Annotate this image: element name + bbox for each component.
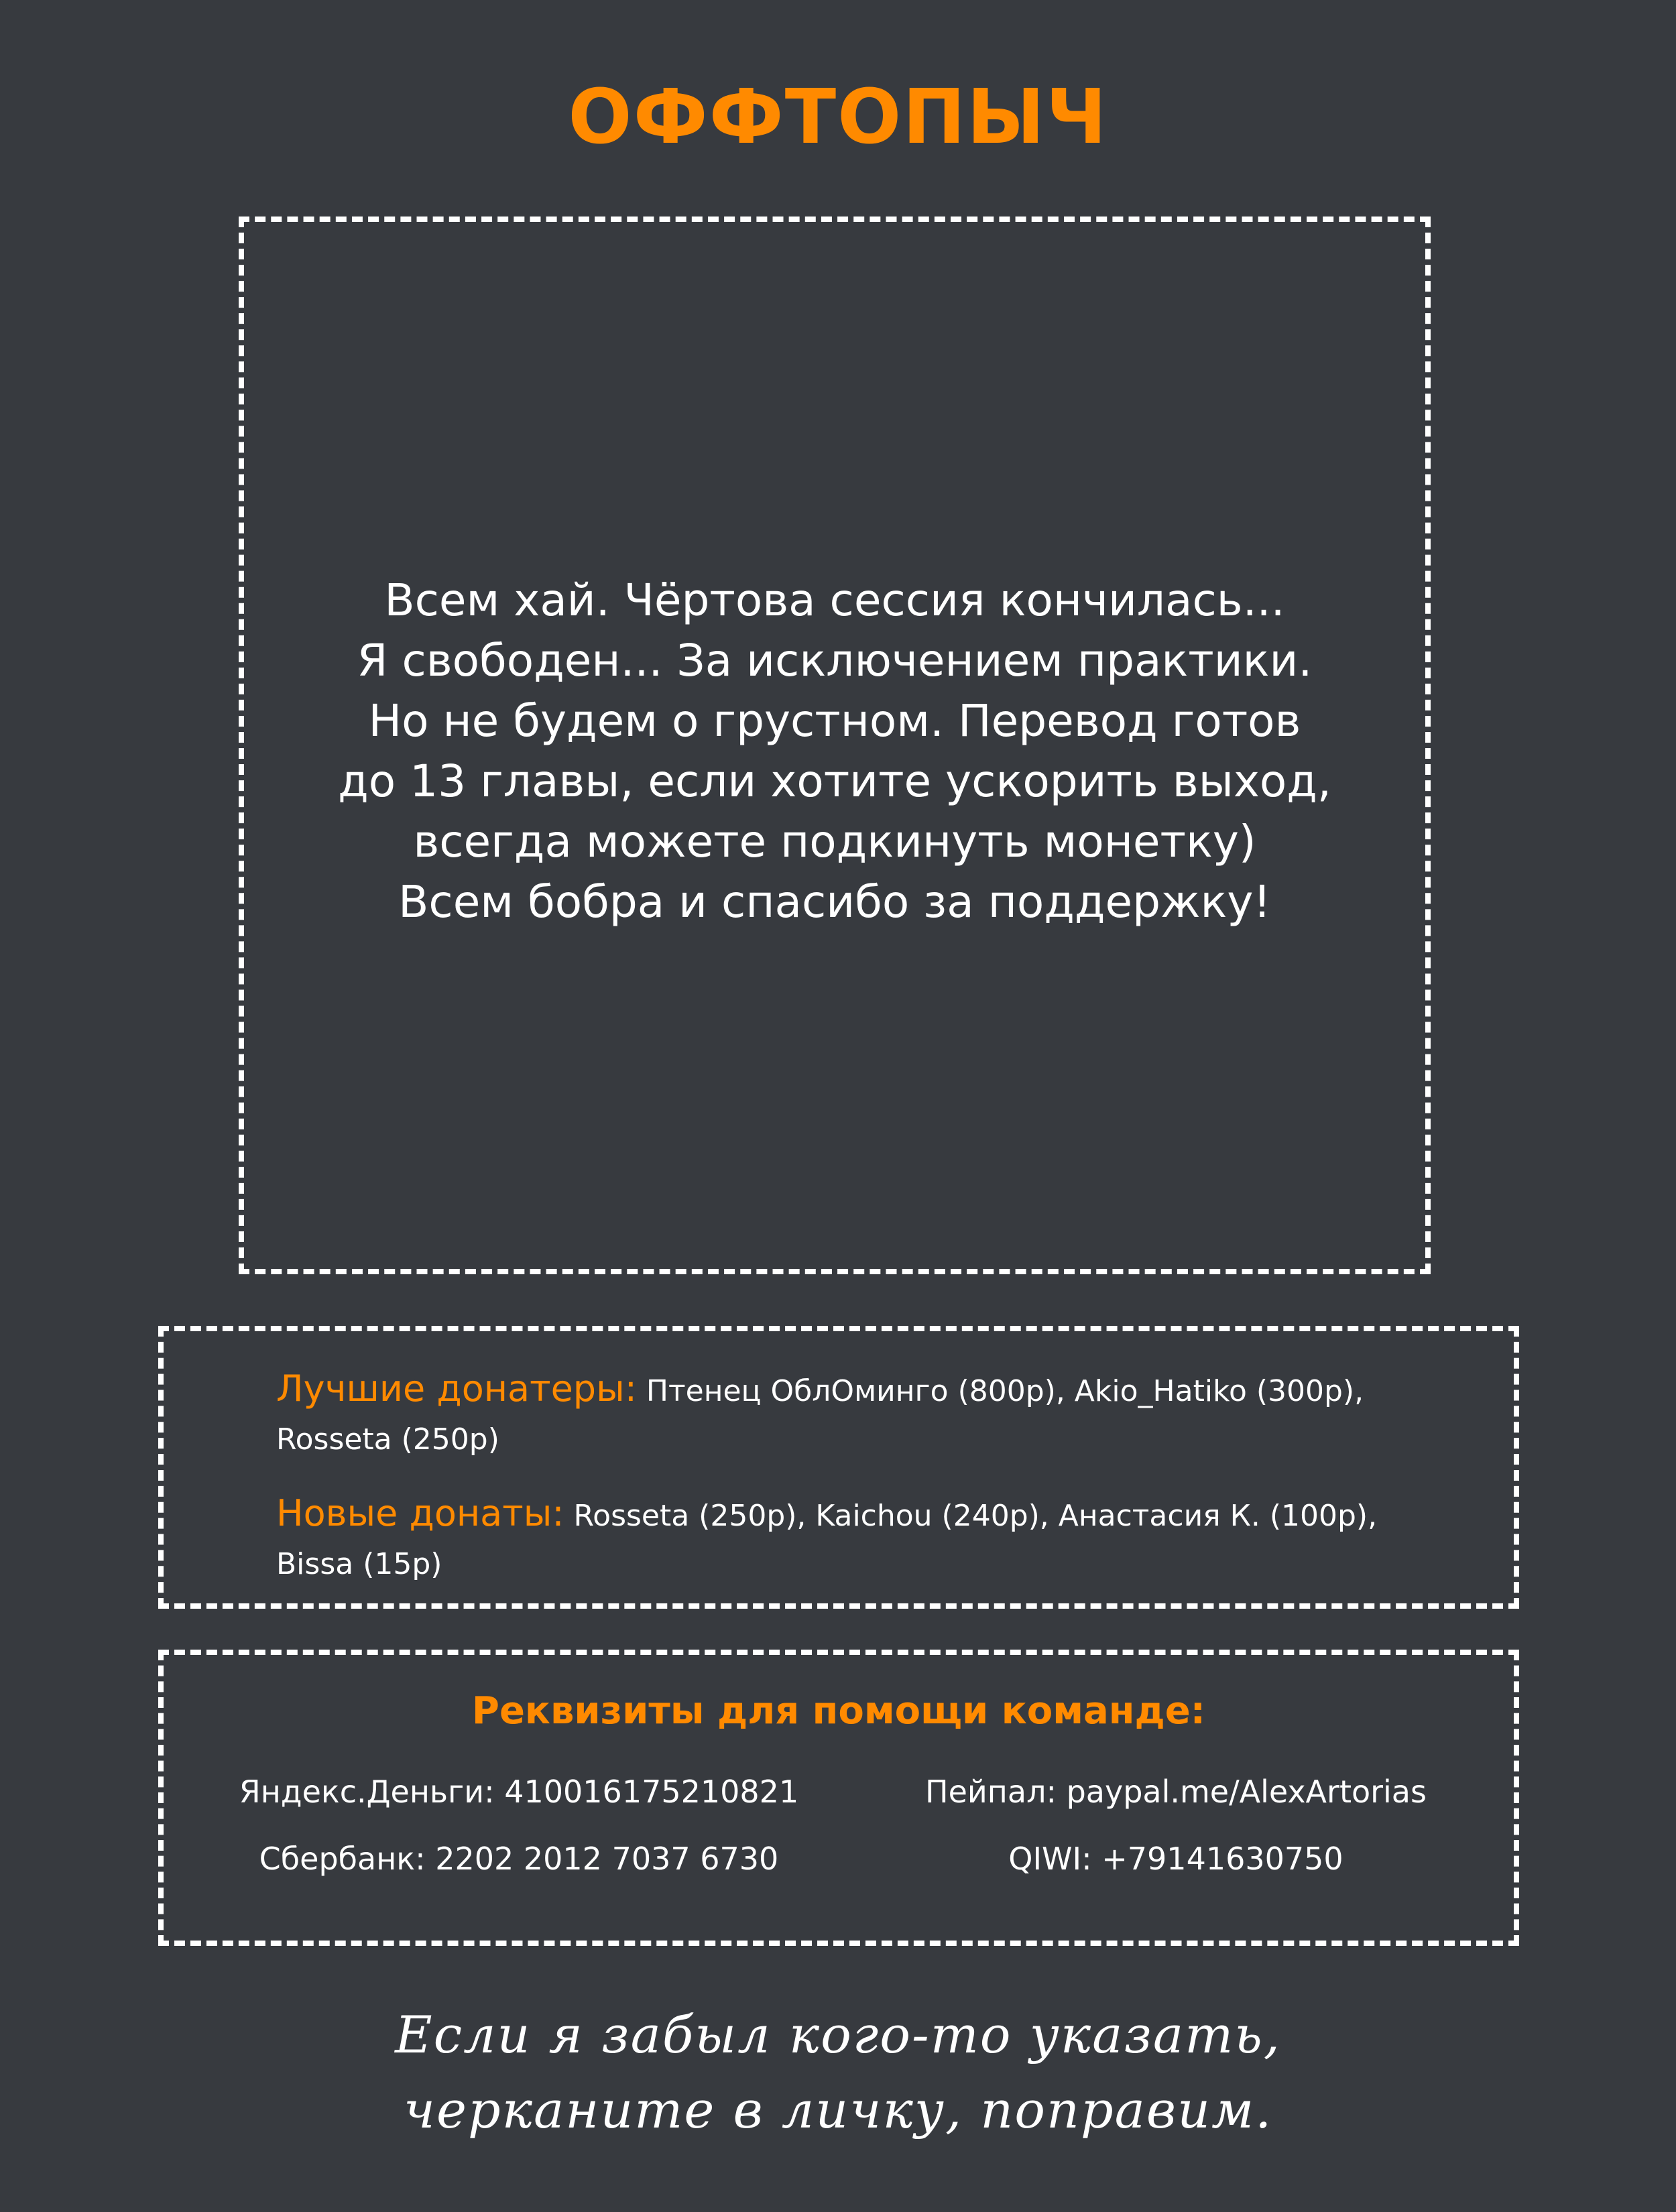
qiwi-requisite: QIWI: +79141630750	[1008, 1841, 1343, 1877]
footer-line: Если я забыл кого-то указать,	[395, 2005, 1281, 2065]
page-title: ОФФТОПЫЧ	[568, 74, 1108, 161]
announcement-line: Всем бобра и спасибо за поддержку!	[398, 876, 1271, 928]
top-donors-label: Лучшие донатеры:	[276, 1367, 637, 1410]
announcement-line: Всем хай. Чёртова сессия кончилась...	[384, 574, 1285, 626]
new-donations-label: Новые донаты:	[276, 1492, 564, 1534]
footer-line: черканите в личку, поправим.	[403, 2080, 1273, 2140]
announcement-line: Но не будем о грустном. Перевод готов	[368, 695, 1301, 747]
new-donations	[276, 1489, 1416, 1589]
sberbank-requisite: Сбербанк: 2202 2012 7037 6730	[259, 1841, 779, 1877]
yandex-money-requisite: Яндекс.Деньги: 410016175210821	[239, 1774, 799, 1810]
requisites-box	[158, 1650, 1519, 1946]
announcement-box	[239, 217, 1431, 1274]
announcement-line: всегда можете подкинуть монетку)	[413, 816, 1256, 867]
donors-box	[158, 1326, 1519, 1609]
announcement-line: до 13 главы, если хотите ускорить выход,	[338, 755, 1331, 807]
top-donors	[276, 1365, 1416, 1464]
footer-note	[0, 1998, 1676, 2148]
announcement-text	[244, 570, 1425, 932]
announcement-line: Я свободен... За исключением практики.	[357, 635, 1313, 686]
paypal-requisite[interactable]: Пейпал: paypal.me/AlexArtorias	[925, 1774, 1427, 1810]
requisites-title: Реквизиты для помощи команде:	[471, 1689, 1206, 1733]
new-donations-list: Rosseta (250р), Kaichou (240р), Анастасия К. (100р), Bissa (15р)	[276, 1499, 1378, 1581]
top-donors-list: Птенец ОблОминго (800р), Akio_Hatiko (300р), Rosseta (250р)	[276, 1374, 1364, 1457]
